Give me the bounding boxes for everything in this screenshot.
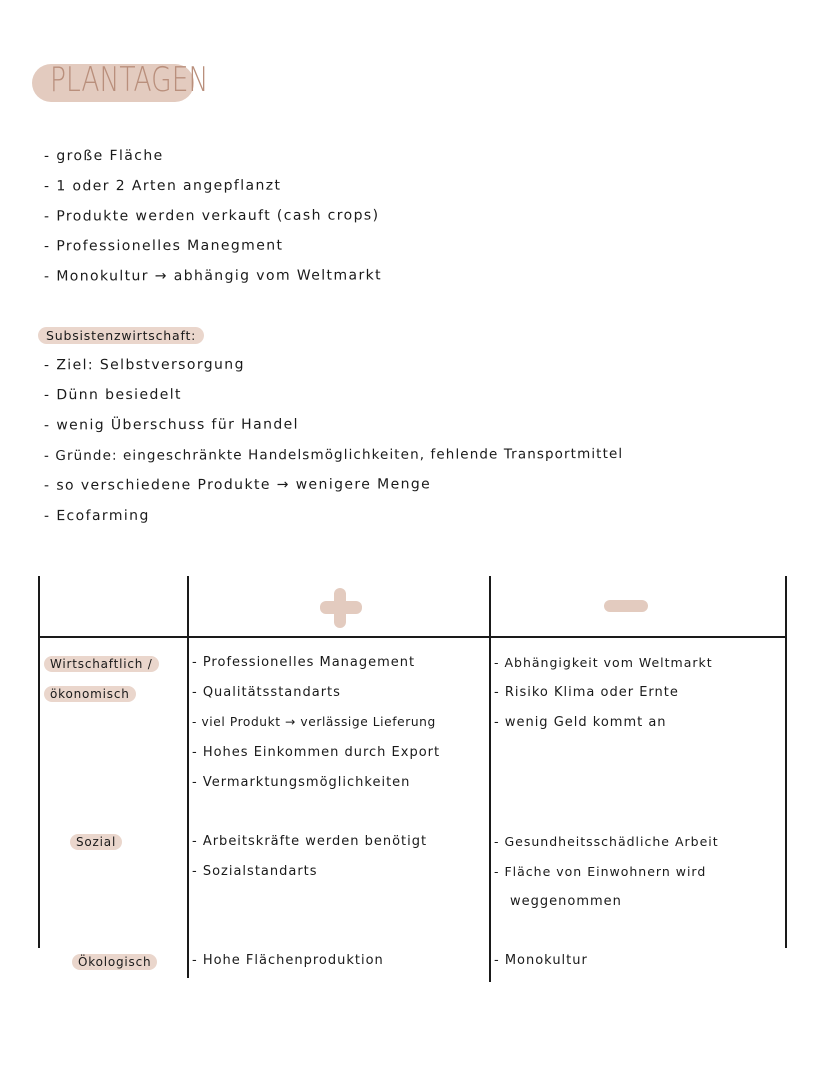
pro-item: - Arbeitskräfte werden benötigt xyxy=(192,834,428,849)
con-item: - wenig Geld kommt an xyxy=(494,715,667,730)
pro-item: - Qualitätsstandarts xyxy=(192,685,341,700)
row-label-wirtschaftlich: Wirtschaftlich / xyxy=(44,656,159,672)
con-item: - Monokultur xyxy=(494,953,588,968)
section-heading-subsistenz: Subsistenzwirtschaft: xyxy=(38,327,204,344)
pro-item: - Hohe Flächenproduktion xyxy=(192,953,384,968)
list-item: - Ecofarming xyxy=(43,507,150,525)
row-label-oekologisch: Ökologisch xyxy=(72,954,157,970)
con-item: - Fläche von Einwohnern wird xyxy=(494,864,707,879)
con-item: weggenommen xyxy=(510,894,622,909)
list-item: - Produkte werden verkauft (cash crops) xyxy=(43,207,380,225)
con-item: - Abhängigkeit vom Weltmarkt xyxy=(494,655,713,670)
list-item: - Ziel: Selbstversorgung xyxy=(43,356,245,374)
table-border-left xyxy=(38,576,40,948)
row-label-oekonomisch: ökonomisch xyxy=(44,686,136,702)
row-label-sozial: Sozial xyxy=(70,834,122,850)
con-item: - Risiko Klima oder Ernte xyxy=(494,685,679,700)
list-item: - Professionelles Manegment xyxy=(43,237,284,255)
list-item: - Gründe: eingeschränkte Handelsmöglichkeiten, fehlende Transportmittel xyxy=(43,445,624,465)
table-border-right xyxy=(785,576,787,948)
page-title: PLANTAGEN xyxy=(50,60,209,100)
list-item: - so verschiedene Produkte → wenigere Menge xyxy=(43,476,432,494)
list-item: - große Fläche xyxy=(43,147,164,165)
list-item: - wenig Überschuss für Handel xyxy=(43,416,299,434)
list-item: - Dünn besiedelt xyxy=(43,386,182,404)
pro-item: - Vermarktungsmöglichkeiten xyxy=(192,775,411,790)
pro-item: - viel Produkt → verlässige Lieferung xyxy=(192,715,436,729)
pro-item: - Professionelles Management xyxy=(192,655,416,670)
pro-item: - Hohes Einkommen durch Export xyxy=(192,745,441,760)
list-item: - Monokultur → abhängig vom Weltmarkt xyxy=(43,267,383,285)
list-item: - 1 oder 2 Arten angepflanzt xyxy=(43,177,282,195)
table-header-line xyxy=(38,636,787,638)
con-item: - Gesundheitsschädliche Arbeit xyxy=(494,834,719,849)
pro-item: - Sozialstandarts xyxy=(192,864,318,879)
